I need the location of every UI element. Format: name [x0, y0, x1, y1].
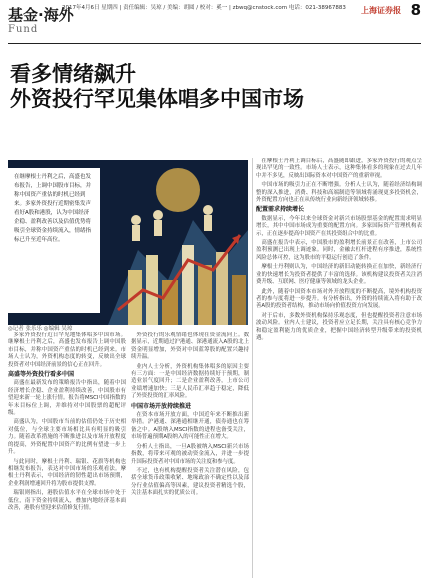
paragraph: 多家外资投行近日罕见地集体唱多中国市场。继摩根士丹利之后，高盛也发布报告上调中国股市目标，并称中国资产重估的时机已经到来。市场人士认为，外资机构态度的转变，反映出全球投资者对中国经济前景的信心正在回升。: [8, 332, 126, 368]
paragraph: 中国市场的吸引力正在不断增强。分析人士认为，随着经济结构调整的深入推进，消费、科技和高端制造等领域将涌现更多投资机会，外资配置方向也正在从传统行业向新经济领域转移。: [256, 182, 422, 204]
article-column-3: [256, 158, 422, 578]
paragraph: 此外，随着中国资本市场对外开放程度的不断提高，境外机构投资者的参与度将进一步提升。有分析指出，外资的持续流入将有助于改善A股的投资者结构，推动市场向价值投资方向发展。: [256, 288, 422, 310]
header-rule: [8, 43, 421, 44]
section-title: 基金·海外: [8, 6, 74, 24]
paragraph: 瑞银则指出，港股估值水平在全球市场中处于低位，南下资金持续流入，叠加内地经济基本面改善，港股有望迎来估值修复行情。: [8, 490, 126, 511]
paragraph: 外资投行的乐观情绪也体现在资金流向上。数据显示，近期通过沪港通、深港通流入A股的北上资金明显增加，外资对中国蓝筹股的配置兴趣持续升温。: [131, 332, 249, 361]
paragraph: 与此同时，摩根士丹利、瑞银、花旗等机构也相继发布报告，表达对中国市场的乐观看法。摩根士丹利表示，中国经济的韧性超出市场预期，企业利润增速回升将为股市提供支撑。: [8, 458, 126, 487]
section-subtitle: Fund: [8, 24, 39, 35]
paragraph: 不过，也有机构提醒投资者关注潜在风险，包括全球货币政策收紧、地缘政治不确定性以及部分行业估值偏高等因素，建议投资者精选个股，关注基本面扎实的优质公司。: [131, 467, 249, 497]
byline: ◎记者 张乐乐 ◎编辑 吴琼: [8, 326, 73, 332]
paragraph: 在摩根士丹利上调目标后，高盛随即跟进，多家外资投行的观点呈现出罕见的一致性。市场人士表示，这种集体看多的现象在过去几年中并不多见，反映出国际资本对中国资产的重新审视。: [256, 158, 422, 179]
subheading: 中国市场开放持续推进: [131, 402, 192, 410]
headline: [10, 62, 304, 112]
paragraph: 业内人士分析，外资机构集体唱多的原因主要有三方面：一是中国经济数据持续好于预期，制造业景气度回升；二是企业盈利改善，上市公司业绩增速加快；三是人民币汇率趋于稳定，降低了外资投资的汇率风险。: [131, 363, 249, 400]
subheading: 配置需求持续增长: [256, 206, 305, 214]
paragraph: 高盛在最新发布的策略报告中指出，随着中国经济增长企稳、企业盈利持续改善，中国股市有望迎来新一轮上涨行情。报告将MSCI中国指数的年末目标位上调，并维持对中国股票的超配评级。: [8, 380, 126, 417]
paragraph: 高盛认为，中国股市当前的估值仍处于历史相对低位，与全球主要市场相比具有明显的吸引力。随着改革措施的不断推进以及市场开放程度的提高，外资配置中国资产的比例有望进一步上升。: [8, 419, 126, 456]
headline-line-2: 外资投行罕见集体唱多中国市场: [10, 87, 304, 111]
paragraph: 数据显示，今年以来全球资金对新兴市场股票基金的配置需求明显增长，其中中国市场成为重要的配置方向。多家国际资产管理机构表示，正在逐步提高中国资产在其投资组合中的比重。: [256, 215, 422, 237]
page-header: [0, 0, 429, 46]
paragraph: 摩根士丹利则认为，中国经济的新旧动能转换正在加快，新经济行业的快速增长为投资者提供了丰富的选择。该机构建议投资者关注消费升级、互联网、医疗健康等领域的龙头企业。: [256, 264, 422, 286]
paragraph: 在资本市场开放方面，中国近年来不断推出新举措。沪港通、深港通相继开通，债券通也在筹备之中。A股纳入MSCI指数的进程也备受关注，市场普遍预期A股纳入的可能性正在增大。: [131, 412, 249, 441]
page-number: 8: [410, 1, 421, 19]
column-divider: [252, 158, 253, 578]
newspaper-brand: 上海证券报: [361, 6, 401, 15]
paragraph: 对于后市，多数外资机构保持乐观态度，但也提醒投资者注意市场波动风险。业内人士建议，投资者应立足长期，关注具有核心竞争力和稳定盈利能力的优质企业，把握中国经济转型升级带来的投资机遇。: [256, 312, 422, 341]
paragraph: 分析人士指出，一旦A股被纳入MSCI新兴市场指数，将带来可观的被动资金流入，并进一步提升国际投资者对中国市场的关注度和参与度。: [131, 443, 249, 465]
article-column-2: [131, 332, 249, 578]
article-column-1: [8, 332, 126, 578]
lede-box: 在继摩根士丹利之后，高盛也发布报告，上调中国股市目标，并称中国资产重估的时机已经到来。多家外资投行近期密集发声看好A股和港股，认为中国经济企稳、盈利改善以及估值优势将吸引全球资金持续流入，情绪指标已升至近年高位。: [8, 168, 100, 313]
paragraph: 高盛在报告中表示，中国股市的盈利增长前景正在改善，上市公司盈利预测已出现上调迹象。同时，金融去杠杆进程有序推进，系统性风险总体可控，这为股市的平稳运行创造了条件。: [256, 240, 422, 261]
headline-line-1: 看多情绪飙升: [10, 62, 136, 86]
edition-meta: 2017年4月6日 星期四 | 责任编辑：吴琼 / 美编：胡圆 / 校对：奚一 | zbwq@cnstock.com 电话：021-38967883: [62, 5, 346, 11]
subheading: 高盛等外资投行看多中国: [8, 371, 75, 379]
